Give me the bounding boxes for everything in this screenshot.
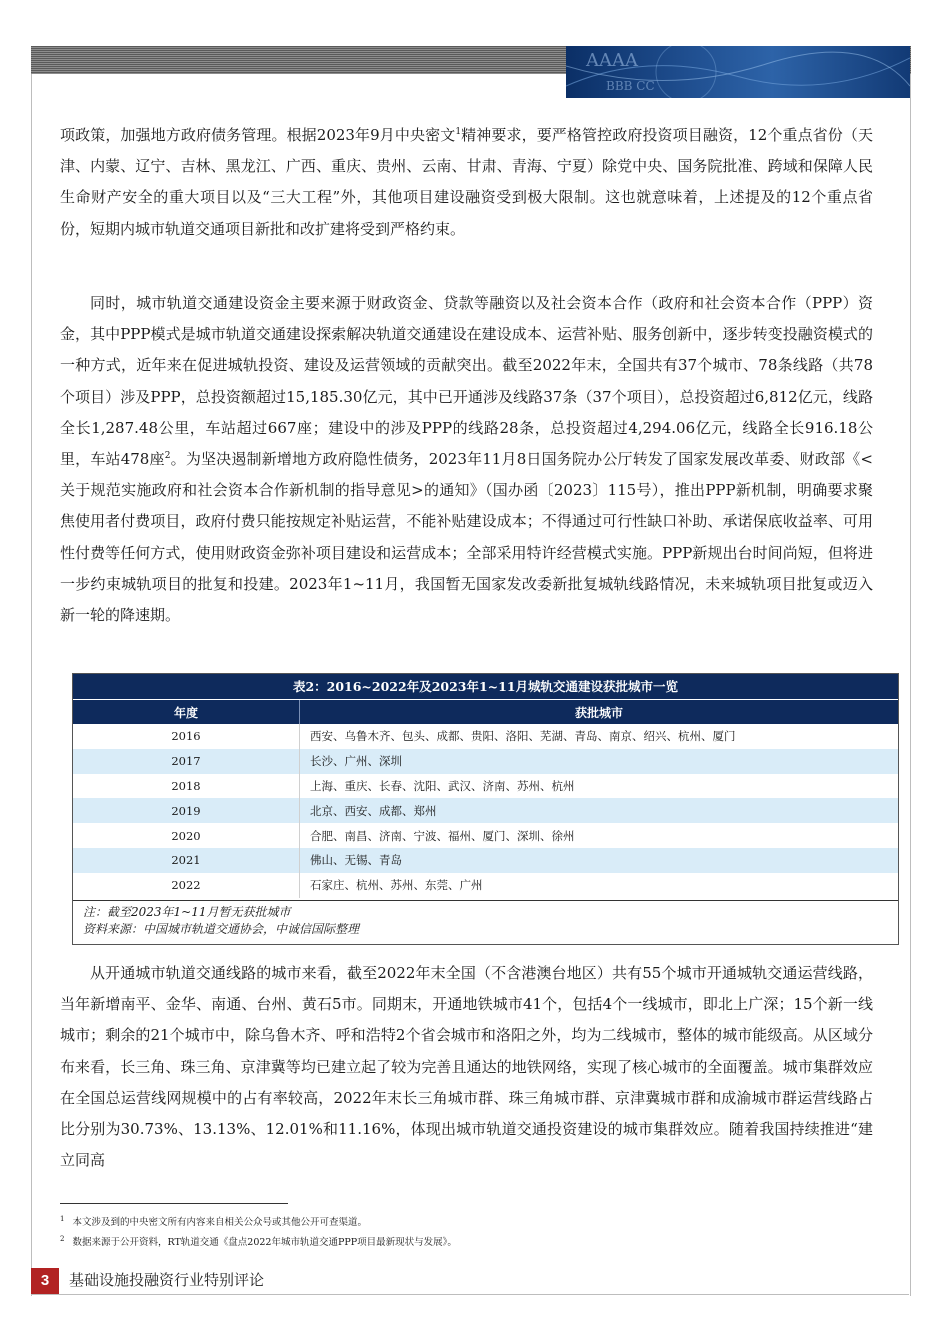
table-body xyxy=(73,700,898,898)
cities-cell: 石家庄、杭州、苏州、东莞、广州 xyxy=(300,873,899,898)
footnote-1: $^1$ 本文涉及到的中央密文所有内容来自相关公众号或其他公开可查渠道。 xyxy=(60,1215,367,1229)
cities-cell: 上海、重庆、长春、沈阳、武汉、济南、苏州、杭州 xyxy=(300,774,899,799)
cities-cell: 合肥、南昌、济南、宁波、福州、厦门、深圳、徐州 xyxy=(300,823,899,848)
cities-cell: 北京、西安、成都、郑州 xyxy=(300,798,899,823)
footnote-ref-1: 1 xyxy=(455,127,462,137)
paragraph-2: 同时，城市轨道交通建设资金主要来源于财政资金、贷款等融资以及社会资本合作（政府和社会资本合作（PPP）资金，其中PPP模式是城市轨道交通建设探索解决轨道交通建设在建设成本、运营补贴、服务创新中，逐步转变投融资模式的一种方式，近年来在促进城轨投资、建设及运营领域的贡献突出。截至2022年末，全国共有37个城市、78条线路（共78个项目）涉及PPP，总投资额超过15,185.30亿元，其中已开通涉及线路37条（37个项目），总投资超过6,812亿元，线路全长1,287.48公里，车站超过667座；建设中的涉及PPP的线路28条，总投资超过4,294.06亿元，线路全长916.18公里，车站478座$^2$。为坚决遏制新增地方政府隐性债务，2023年11月8日国务院办公厅转发了国家发展改革委、财政部《<关于规范实施政府和社会资本合作新机制的指导意见>的通知》（国办函〔2023〕115号），推出PPP新机制，明确要求聚焦使用者付费项目，政府付费只能按规定补贴运营，不能补贴建设成本；不得通过可行性缺口补助、承诺保底收益率、可用性付费等任何方式，使用财政资金弥补项目建设和运营成本；全部采用特许经营模式实施。PPP新规出台时间尚短，但将进一步约束城轨项目的批复和投建。2023年1~11月，我国暂无国家发改委新批复城轨线路情况，未来城轨项目批复或迈入新一轮的降速期。 xyxy=(60,294,873,625)
year-cell: 2020 xyxy=(73,823,300,848)
table-row xyxy=(73,823,898,848)
year-cell: 2019 xyxy=(73,798,300,823)
table-row xyxy=(73,774,898,799)
year-cell: 2021 xyxy=(73,848,300,873)
table-note-text: 注：截至2023年1~11月暂无获批城市 xyxy=(83,904,291,919)
year-cell: 2018 xyxy=(73,774,300,799)
footer-title: 基础设施投融资行业特别评论 xyxy=(69,1272,265,1289)
paragraph-3: 从开通城市轨道交通线路的城市来看，截至2022年末全国（不含港澳台地区）共有55个城市开通城轨交通运营线路，当年新增南平、金华、南通、台州、黄石5市。同期末，开通地铁城市41个，包括4个一线城市，即北上广深；15个新一线城市；剩余的21个城市中，除乌鲁木齐、呼和浩特2个省会城市和洛阳之外，均为二线城市，整体的城市能级高。从区域分布来看，长三角、珠三角、京津冀等均已建立起了较为完善且通达的地铁网络，实现了核心城市的全面覆盖。城市集群效应在全国总运营线网规模中的占有率较高，2022年末长三角城市群、珠三角城市群、京津冀城市群和成渝城市群运营线路占比分别为30.73%、13.13%、12.01%和11.16%，体现出城市轨道交通投资建设的城市集群效应。随着我国持续推进“建立同高 xyxy=(60,964,873,1170)
table-row xyxy=(73,798,898,823)
column-header-cities: 获批城市 xyxy=(300,700,899,724)
year-cell: 2017 xyxy=(73,749,300,774)
year-cell: 2022 xyxy=(73,873,300,898)
paragraph-1: 项政策，加强地方政府债务管理。根据2023年9月中央密文$^1$精神要求，要严格管控政府投资项目融资，12个重点省份（天津、内蒙、辽宁、吉林、黑龙江、广西、重庆、贵州、云南、甘肃、青海、宁夏）除党中央、国务院批准、跨域和保障人民生命财产安全的重大项目以及“三大工程”外，其他项目建设融资受到极大限制。这也就意味着，上述提及的12个重点省份，短期内城市轨道交通项目新批和改扩建将受到严格约束。 xyxy=(60,126,873,238)
header-decoration-image xyxy=(566,46,910,98)
footnotes xyxy=(60,1211,880,1251)
cities-cell: 佛山、无锡、青岛 xyxy=(300,848,899,873)
cities-table xyxy=(72,673,899,945)
footnote-ref-2: 2 xyxy=(164,451,171,462)
table-row xyxy=(73,749,898,774)
cities-cell: 西安、乌鲁木齐、包头、成都、贵阳、洛阳、芜湖、青岛、南京、绍兴、杭州、厦门 xyxy=(300,724,899,749)
year-cell: 2016 xyxy=(73,724,300,749)
table-row xyxy=(73,873,898,898)
cities-cell: 长沙、广州、深圳 xyxy=(300,749,899,774)
footnote-2: $^2$ 数据来源于公开资料，RT轨道交通《盘点2022年城市轨道交通PPP项目最新现状与发展》。 xyxy=(60,1235,457,1249)
header-image-lettering: AAAA xyxy=(586,50,638,71)
page-number: 3 xyxy=(31,1268,59,1294)
svg-text:BBB CC: BBB CC xyxy=(606,79,655,93)
table-row xyxy=(73,724,898,749)
table-source: 资料来源：中国城市轨道交通协会，中诚信国际整理 xyxy=(83,921,360,936)
footnote-divider xyxy=(60,1203,288,1204)
table-title: 表2：2016~2022年及2023年1~11月城轨交通建设获批城市一览 xyxy=(73,674,898,700)
table-row xyxy=(73,848,898,873)
table-note xyxy=(73,900,898,938)
column-header-year: 年度 xyxy=(73,700,300,724)
